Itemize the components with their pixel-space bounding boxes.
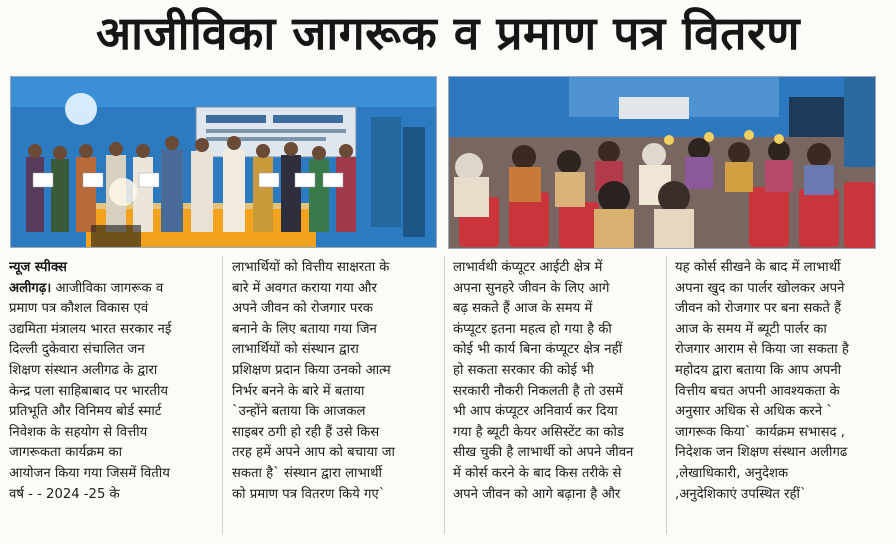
headline: आजीविका जागरूक व प्रमाण पत्र वितरण <box>95 6 801 60</box>
article-column-1 <box>9 258 214 505</box>
article-line: अपना खुद का पार्लर खोलकर अपने <box>675 280 845 296</box>
article-line: प्रमाण पत्र कौशल विकास एवं <box>9 301 149 317</box>
article-line: लाभार्थियों को वित्तीय साक्षरता के <box>232 260 390 275</box>
article-line: जीवन को रोजगार पर बना सकते हैं <box>675 301 842 317</box>
article-column-2 <box>232 258 436 505</box>
article-line: आयोजन किया गया जिसमें वितीय <box>9 465 170 481</box>
article-line: अपना सुनहरे जीवन के लिए आगे <box>453 280 610 296</box>
article-line: जागरूकता कार्यक्रम का <box>9 445 123 461</box>
article-line: सीख चुकी है लाभार्थी को अपने जीवन <box>453 445 634 461</box>
article-line: प्रतिभूति और विनिमय बोर्ड स्मार्ट <box>9 404 162 420</box>
article-line: वित्तीय बचत अपनी आवश्यकता के <box>675 383 840 399</box>
article-line: निदेशक जन शिक्षण संस्थान अलीगढ <box>675 445 848 461</box>
article-line: सरकारी नौकरी निकलती है तो उसमें <box>453 383 623 399</box>
byline: न्यूज स्पीक्स <box>9 260 67 275</box>
article-line: बारे में अवगत कराया गया और <box>232 280 377 296</box>
article-line: वर्ष - - 2024 -25 के <box>9 486 120 502</box>
dateline: अलीगढ़। <box>9 280 52 296</box>
article-line: को प्रमाण पत्र वितरण किये गए` <box>232 486 386 502</box>
article-line: कंप्यूटर इतना महत्व हो गया है की <box>453 321 612 337</box>
article-line: बनाने के लिए बताया गया जिन <box>232 321 377 337</box>
article-column-4 <box>675 258 880 505</box>
audience-photo <box>448 76 876 249</box>
article-line: केन्द्र पला साहिबाबाद पर भारतीय <box>9 383 169 399</box>
article-line: ,लेखाधिकारी, अनुदेशक <box>675 465 789 481</box>
article-line: महोदय द्वारा बताया कि आप अपनी <box>675 362 842 378</box>
article-line: गया है ब्यूटी केयर असिस्टेंट का कोड <box>453 424 624 440</box>
article-line: सकता है` संस्थान द्वारा लाभार्थी <box>232 465 382 481</box>
article-line: साइबर ठगी हो रही हैं उसे किस <box>232 424 380 440</box>
article-line: शिक्षण संस्थान अलीगढ के द्वारा <box>9 362 158 378</box>
article-line: यह कोर्स सीखने के बाद में लाभार्थी <box>675 260 841 275</box>
article-line: लाभार्थियों को संस्थान द्वारा <box>232 342 359 358</box>
article-line: `उन्होंने बताया कि आजकल <box>232 404 366 420</box>
article-line: अलीगढ़। आजीविका जागरूक व <box>9 280 164 296</box>
article-line: निर्भर बनने के बारे में बताया <box>232 383 365 399</box>
article-line: भी आप कंप्यूटर अनिवार्य कर दिया <box>453 404 618 420</box>
article-line: प्रशिक्षण प्रदान किया उनको आत्म <box>232 362 391 378</box>
award-ceremony-photo <box>10 76 437 248</box>
article-line: अनुसार अधिक से अधिक करने ` <box>675 404 833 420</box>
article-line: तरह हमें अपने आप को बचाया जा <box>232 445 395 461</box>
article-line: बढ़ सकते हैं आज के समय में <box>453 301 593 317</box>
article-line: रोजगार आराम से किया जा सकता है <box>675 342 849 358</box>
article-line: हो सकता सरकार की कोई भी <box>453 362 594 378</box>
article-line: दिल्ली दुकेवारा संचालित जन <box>9 342 145 358</box>
article-line: निवेशक के सहयोग से वित्तीय <box>9 424 148 440</box>
article-line: कोई भी कार्य बिना कंप्यूटर क्षेत्र नहीं <box>453 342 622 358</box>
article-line: उद्यमिता मंत्रालय भारत सरकार नई <box>9 321 172 337</box>
article-line: अपने जीवन को रोजगार परक <box>232 301 373 317</box>
article-line: जागरूक किया` कार्यक्रम सभासद , <box>675 424 845 440</box>
article-column-3 <box>453 258 657 505</box>
article-line: अपने जीवन को आगे बढ़ाना है और <box>453 486 621 502</box>
article-line: लाभार्वथी कंप्यूटर आईटी क्षेत्र में <box>453 260 603 275</box>
article-line: आज के समय में ब्यूटी पार्लर का <box>675 321 827 337</box>
article-line: में कोर्स करने के बाद किस तरीके से <box>453 465 622 481</box>
article-line: ,अनुदेशिकाएं उपस्थित रहीं` <box>675 486 807 502</box>
